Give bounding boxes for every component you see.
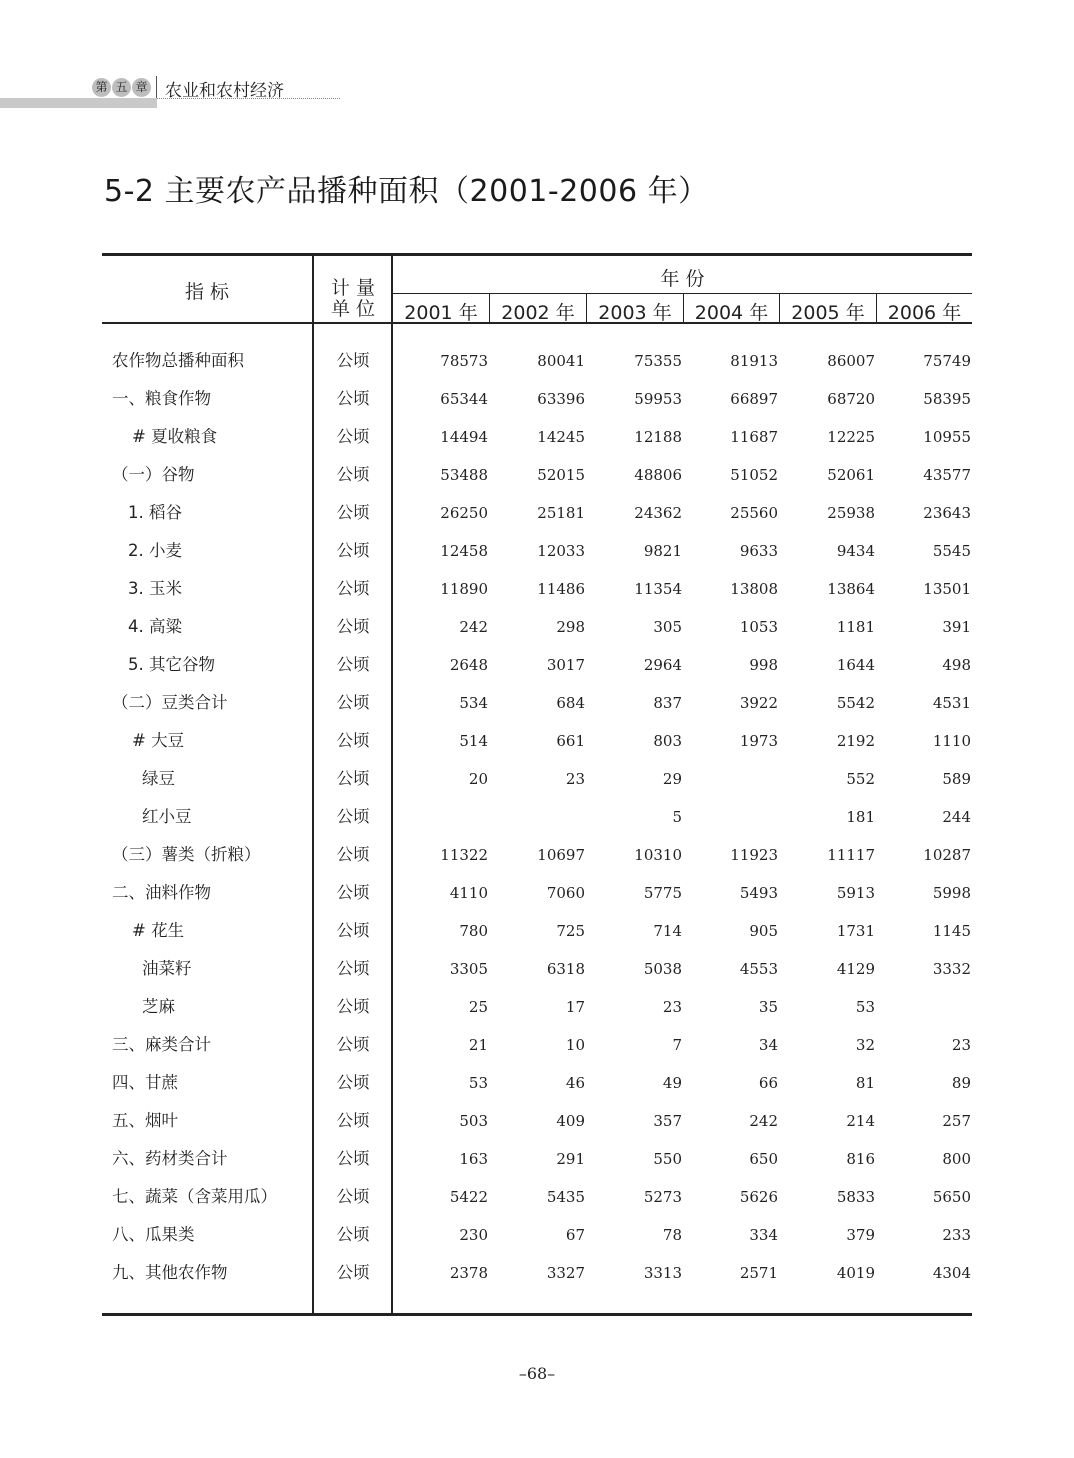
value-cell: 163	[459, 1150, 488, 1168]
value-cell: 2192	[836, 732, 875, 750]
value-cell: 379	[846, 1226, 875, 1244]
value-cell: 1110	[932, 732, 971, 750]
value-cell: 257	[942, 1112, 971, 1130]
value-cell: 514	[459, 732, 488, 750]
value-cell: 81	[855, 1074, 875, 1092]
page-title: 5-2 主要农产品播种面积（2001-2006 年）	[104, 174, 709, 209]
value-cell: 17	[565, 998, 585, 1016]
value-cell: 51052	[730, 466, 778, 484]
year-header: 2001 年	[404, 302, 478, 324]
value-cell: 242	[459, 618, 488, 636]
value-cell: 66	[758, 1074, 778, 1092]
row-label: （三）薯类（折粮）	[112, 845, 261, 864]
value-cell: 7060	[546, 884, 585, 902]
value-cell: 67	[565, 1226, 585, 1244]
value-cell: 9633	[739, 542, 778, 560]
value-cell: 46	[565, 1074, 585, 1092]
value-cell: 25560	[730, 504, 778, 522]
value-cell: 13501	[923, 580, 971, 598]
value-cell: 550	[653, 1150, 682, 1168]
table-row	[102, 418, 972, 456]
value-cell: 3305	[449, 960, 488, 978]
value-cell: 75355	[634, 352, 682, 370]
value-cell: 409	[556, 1112, 585, 1130]
table-row	[102, 988, 972, 1026]
value-cell: 5998	[932, 884, 971, 902]
value-cell: 905	[749, 922, 778, 940]
value-cell	[408, 798, 488, 836]
value-cell: 9434	[836, 542, 875, 560]
value-cell: 23	[565, 770, 585, 788]
value-cell: 1644	[836, 656, 875, 674]
value-cell: 10	[565, 1036, 585, 1054]
value-cell: 5650	[932, 1188, 971, 1206]
row-unit: 公顷	[336, 997, 370, 1016]
value-cell: 11687	[730, 428, 778, 446]
chapter-title: 农业和农村经济	[165, 81, 284, 101]
table-row	[102, 1254, 972, 1292]
table-row	[102, 1178, 972, 1216]
row-unit: 公顷	[336, 921, 370, 940]
row-unit: 公顷	[336, 959, 370, 978]
table-row	[102, 874, 972, 912]
value-cell: 5038	[643, 960, 682, 978]
value-cell: 86007	[827, 352, 875, 370]
value-cell: 11890	[440, 580, 488, 598]
value-cell: 4531	[932, 694, 971, 712]
value-cell: 1973	[739, 732, 778, 750]
row-label: 油菜籽	[142, 959, 192, 978]
row-label: # 大豆	[132, 731, 185, 750]
value-cell: 552	[846, 770, 875, 788]
value-cell: 12225	[827, 428, 875, 446]
value-cell: 52015	[537, 466, 585, 484]
table-row	[102, 570, 972, 608]
row-unit: 公顷	[336, 541, 370, 560]
value-cell: 23	[662, 998, 682, 1016]
row-label: 绿豆	[142, 769, 175, 788]
row-label: 九、其他农作物	[112, 1263, 228, 1282]
row-label: 2. 小麦	[128, 541, 182, 560]
value-cell: 589	[942, 770, 971, 788]
value-cell: 242	[749, 1112, 778, 1130]
value-cell: 78573	[440, 352, 488, 370]
value-cell: 1145	[932, 922, 971, 940]
chapter-badge-char: 章	[132, 78, 151, 97]
header-grey-bar	[0, 98, 157, 108]
value-cell: 5493	[739, 884, 778, 902]
value-cell: 4129	[836, 960, 875, 978]
value-cell: 780	[459, 922, 488, 940]
value-cell: 75749	[923, 352, 971, 370]
row-unit: 公顷	[336, 579, 370, 598]
value-cell: 5775	[643, 884, 682, 902]
table-row	[102, 1102, 972, 1140]
table-top-rule	[102, 253, 972, 256]
value-cell: 5626	[739, 1188, 778, 1206]
chapter-badge-char: 五	[112, 78, 131, 97]
value-cell: 2571	[739, 1264, 778, 1282]
value-cell: 6318	[546, 960, 585, 978]
value-cell: 12188	[634, 428, 682, 446]
value-cell: 3332	[932, 960, 971, 978]
year-header: 2004 年	[694, 302, 769, 324]
value-cell: 230	[459, 1226, 488, 1244]
value-cell: 10697	[537, 846, 585, 864]
value-cell: 52061	[827, 466, 875, 484]
value-cell: 334	[749, 1226, 778, 1244]
value-cell: 24362	[634, 504, 682, 522]
table-row	[102, 1216, 972, 1254]
table-bottom-rule	[102, 1313, 972, 1316]
row-label: 五、烟叶	[112, 1111, 178, 1130]
row-unit: 公顷	[336, 1225, 370, 1244]
value-cell: 11322	[440, 846, 488, 864]
value-cell: 89	[951, 1074, 971, 1092]
value-cell: 181	[846, 808, 875, 826]
value-cell: 305	[653, 618, 682, 636]
value-cell: 25	[468, 998, 488, 1016]
value-cell: 3922	[739, 694, 778, 712]
value-cell: 4304	[932, 1264, 971, 1282]
value-cell	[698, 760, 778, 798]
table-row	[102, 760, 972, 798]
years-group-header: 年 份	[660, 268, 705, 290]
year-header: 2006 年	[887, 302, 962, 324]
value-cell: 25938	[827, 504, 875, 522]
value-cell: 214	[846, 1112, 875, 1130]
row-unit: 公顷	[336, 465, 370, 484]
table-row	[102, 912, 972, 950]
value-cell: 58395	[923, 390, 971, 408]
value-cell: 12033	[537, 542, 585, 560]
row-label: # 花生	[132, 921, 185, 940]
row-label: 七、蔬菜（含菜用瓜）	[112, 1187, 277, 1206]
table-row	[102, 798, 972, 836]
value-cell: 13808	[730, 580, 778, 598]
data-table	[102, 253, 972, 1316]
value-cell: 291	[556, 1150, 585, 1168]
row-label: 三、麻类合计	[112, 1035, 211, 1054]
value-cell: 5	[672, 808, 682, 826]
table-row	[102, 342, 972, 380]
value-cell: 10955	[923, 428, 971, 446]
chapter-badge-char: 第	[92, 78, 111, 97]
value-cell: 3327	[546, 1264, 585, 1282]
value-cell: 650	[749, 1150, 778, 1168]
value-cell: 59953	[634, 390, 682, 408]
value-cell: 3017	[546, 656, 585, 674]
row-unit: 公顷	[336, 351, 370, 370]
table-row	[102, 380, 972, 418]
value-cell: 13864	[827, 580, 875, 598]
table-row	[102, 1064, 972, 1102]
value-cell: 53	[855, 998, 875, 1016]
value-cell: 7	[672, 1036, 682, 1054]
value-cell: 20	[468, 770, 488, 788]
row-label: （二）豆类合计	[112, 693, 228, 712]
value-cell: 714	[653, 922, 682, 940]
row-unit: 公顷	[336, 1073, 370, 1092]
value-cell: 5422	[449, 1188, 488, 1206]
value-cell: 48806	[634, 466, 682, 484]
value-cell	[698, 798, 778, 836]
year-header: 2002 年	[501, 302, 575, 324]
page-number: –68–	[518, 1364, 556, 1383]
value-cell: 233	[942, 1226, 971, 1244]
value-cell: 25181	[537, 504, 585, 522]
row-label: 红小豆	[142, 807, 192, 826]
row-label: 一、粮食作物	[112, 389, 211, 408]
value-cell: 4110	[449, 884, 488, 902]
row-unit: 公顷	[336, 1187, 370, 1206]
value-cell: 34	[758, 1036, 778, 1054]
value-cell: 23	[951, 1036, 971, 1054]
table-row	[102, 1026, 972, 1064]
row-unit: 公顷	[336, 807, 370, 826]
year-header: 2003 年	[598, 302, 672, 324]
row-label: 4. 高粱	[128, 617, 182, 636]
value-cell: 35	[758, 998, 778, 1016]
row-unit: 公顷	[336, 1111, 370, 1130]
row-label: 农作物总播种面积	[112, 351, 244, 370]
value-cell: 5833	[836, 1188, 875, 1206]
value-cell: 14494	[440, 428, 488, 446]
row-label: 芝麻	[142, 997, 175, 1016]
row-label: 四、甘蔗	[112, 1073, 178, 1092]
table-row	[102, 950, 972, 988]
value-cell: 661	[556, 732, 585, 750]
value-cell: 803	[653, 732, 682, 750]
value-cell: 2964	[643, 656, 682, 674]
value-cell: 4019	[836, 1264, 875, 1282]
row-unit: 公顷	[336, 845, 370, 864]
value-cell: 5273	[643, 1188, 682, 1206]
value-cell: 534	[459, 694, 488, 712]
indicator-header: 指 标	[184, 281, 230, 303]
row-unit: 公顷	[336, 1035, 370, 1054]
value-cell: 2648	[449, 656, 488, 674]
unit-header-line1: 计 量	[330, 277, 376, 299]
value-cell: 66897	[730, 390, 778, 408]
value-cell: 12458	[440, 542, 488, 560]
value-cell: 503	[459, 1112, 488, 1130]
table-row	[102, 684, 972, 722]
value-cell: 684	[556, 694, 585, 712]
value-cell: 3313	[643, 1264, 682, 1282]
value-cell: 14245	[537, 428, 585, 446]
row-unit: 公顷	[336, 427, 370, 446]
value-cell: 244	[942, 808, 971, 826]
value-cell: 4553	[739, 960, 778, 978]
value-cell: 298	[556, 618, 585, 636]
row-label: 八、瓜果类	[112, 1225, 195, 1244]
row-label: 3. 玉米	[128, 579, 182, 598]
row-unit: 公顷	[336, 883, 370, 902]
value-cell: 53488	[440, 466, 488, 484]
value-cell: 5542	[836, 694, 875, 712]
value-cell: 5435	[546, 1188, 585, 1206]
value-cell: 9821	[643, 542, 682, 560]
value-cell: 78	[662, 1226, 682, 1244]
value-cell: 998	[749, 656, 778, 674]
row-label: # 夏收粮食	[132, 427, 218, 446]
table-row	[102, 1140, 972, 1178]
value-cell: 49	[662, 1074, 682, 1092]
value-cell: 29	[662, 770, 682, 788]
value-cell: 63396	[537, 390, 585, 408]
value-cell: 1053	[739, 618, 778, 636]
row-unit: 公顷	[336, 503, 370, 522]
value-cell: 10287	[923, 846, 971, 864]
value-cell: 498	[942, 656, 971, 674]
row-unit: 公顷	[336, 769, 370, 788]
row-unit: 公顷	[336, 617, 370, 636]
value-cell: 32	[855, 1036, 875, 1054]
value-cell: 53	[468, 1074, 488, 1092]
table-row	[102, 646, 972, 684]
row-label: （一）谷物	[112, 465, 195, 484]
value-cell	[891, 988, 971, 1026]
value-cell: 725	[556, 922, 585, 940]
value-cell: 26250	[440, 504, 488, 522]
table-row	[102, 456, 972, 494]
value-cell: 65344	[440, 390, 488, 408]
table-row	[102, 494, 972, 532]
value-cell	[505, 798, 585, 836]
row-unit: 公顷	[336, 389, 370, 408]
row-unit: 公顷	[336, 1263, 370, 1282]
row-label: 1. 稻谷	[128, 503, 182, 522]
value-cell: 357	[653, 1112, 682, 1130]
value-cell: 80041	[537, 352, 585, 370]
value-cell: 816	[846, 1150, 875, 1168]
row-label: 二、油料作物	[112, 883, 211, 902]
value-cell: 837	[653, 694, 682, 712]
value-cell: 2378	[449, 1264, 488, 1282]
row-label: 5. 其它谷物	[128, 655, 215, 674]
value-cell: 43577	[923, 466, 971, 484]
row-unit: 公顷	[336, 655, 370, 674]
value-cell: 800	[942, 1150, 971, 1168]
row-unit: 公顷	[336, 731, 370, 750]
value-cell: 10310	[634, 846, 682, 864]
value-cell: 5913	[836, 884, 875, 902]
table-row	[102, 532, 972, 570]
running-header	[0, 72, 340, 108]
value-cell: 21	[468, 1036, 488, 1054]
chapter-badge	[92, 78, 151, 97]
value-cell: 11923	[730, 846, 778, 864]
value-cell: 391	[942, 618, 971, 636]
value-cell: 1181	[836, 618, 875, 636]
unit-header-line2: 单 位	[330, 298, 376, 320]
value-cell: 11486	[537, 580, 585, 598]
value-cell: 11354	[634, 580, 682, 598]
header-separator	[156, 76, 157, 98]
value-cell: 11117	[827, 846, 875, 864]
table-row	[102, 722, 972, 760]
value-cell: 68720	[827, 390, 875, 408]
row-unit: 公顷	[336, 1149, 370, 1168]
table-row	[102, 608, 972, 646]
value-cell: 23643	[923, 504, 971, 522]
value-cell: 5545	[932, 542, 971, 560]
row-label: 六、药材类合计	[112, 1149, 228, 1168]
row-unit: 公顷	[336, 693, 370, 712]
value-cell: 81913	[730, 352, 778, 370]
table-row	[102, 836, 972, 874]
value-cell: 1731	[836, 922, 875, 940]
year-header: 2005 年	[791, 302, 865, 324]
